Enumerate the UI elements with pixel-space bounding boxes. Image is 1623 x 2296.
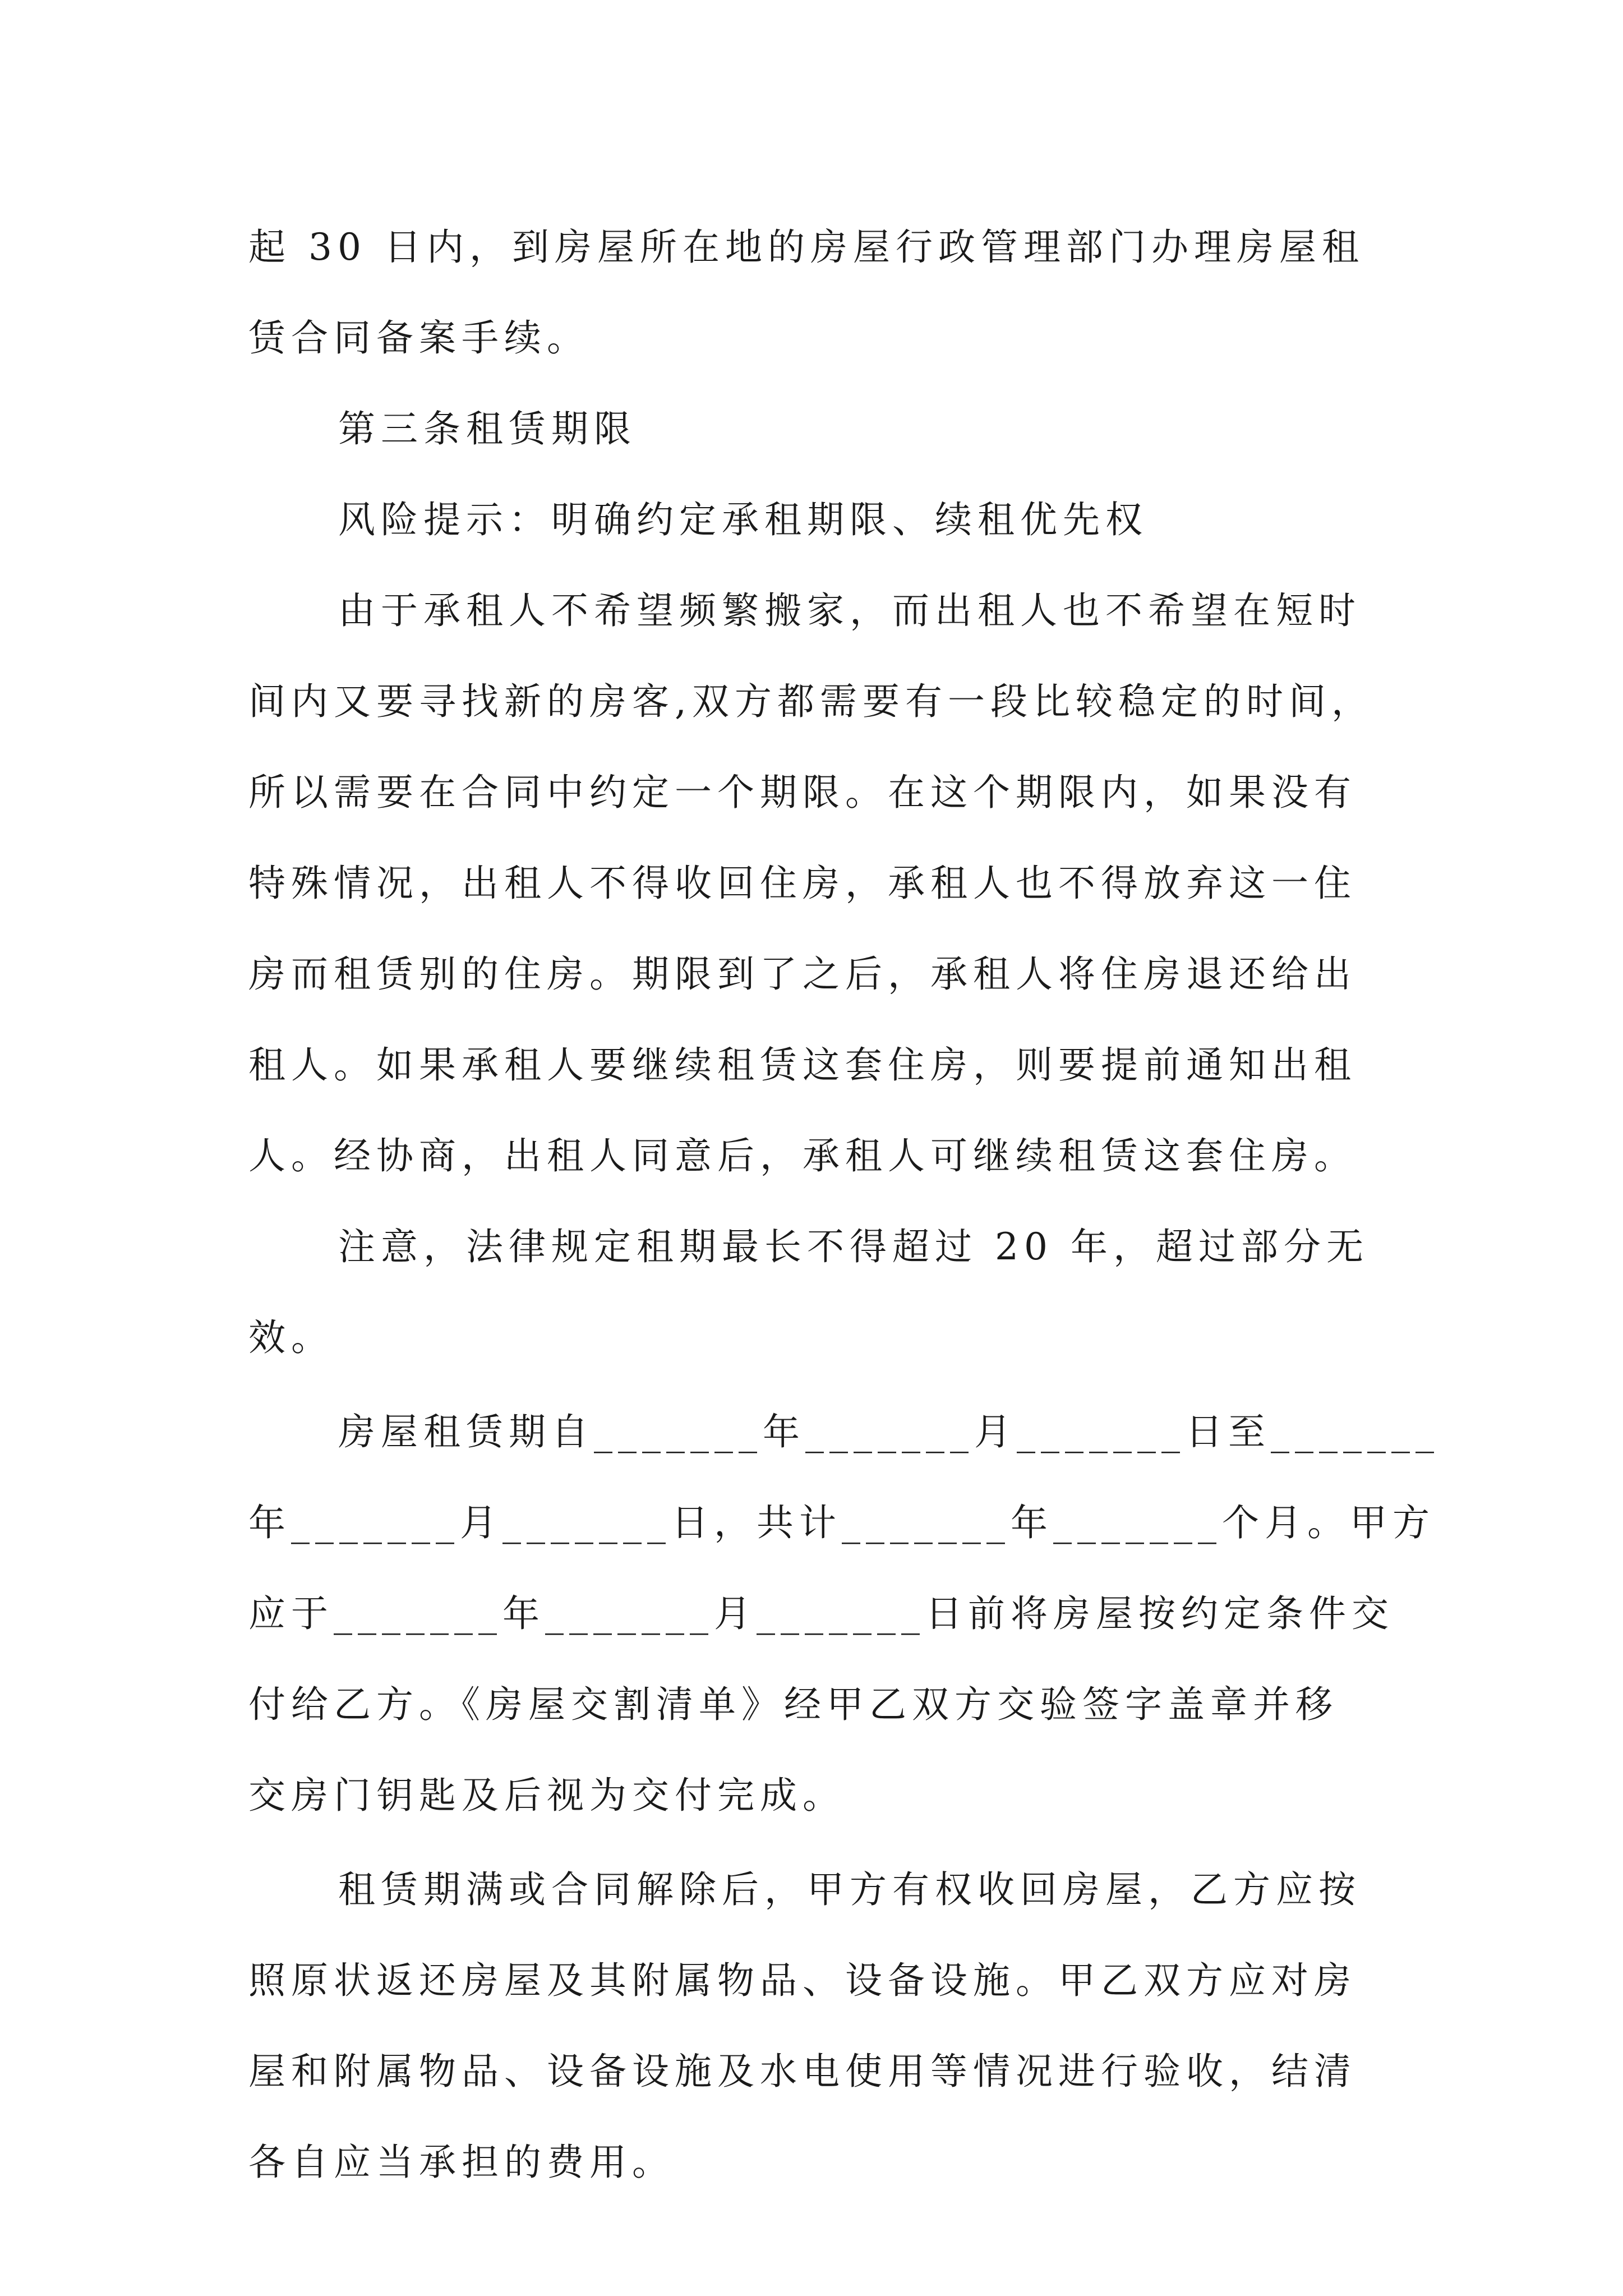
text-line: 注意，法律规定租期最长不得超过 20 年，超过部分无 [338, 1225, 1369, 1268]
text-line: 由于承租人不希望频繁搬家，而出租人也不希望在短时 [338, 589, 1361, 632]
text-line: 租赁期满或合同解除后，甲方有权收回房屋，乙方应按 [338, 1868, 1361, 1911]
text-line: 起 30 日内，到房屋所在地的房屋行政管理部门办理房屋租 [248, 226, 1364, 269]
text-line: 人。经协商，出租人同意后，承租人可继续租赁这套住房。 [248, 1134, 1357, 1177]
text-line: 所以需要在合同中约定一个期限。在这个期限内，如果没有 [248, 771, 1357, 814]
text-line: 赁合同备案手续。 [248, 316, 589, 360]
text-line: 交房门钥匙及后视为交付完成。 [248, 1774, 845, 1817]
text-line: 效。 [248, 1316, 334, 1359]
risk-note: 风险提示：明确约定承租期限、续租优先权 [338, 498, 1148, 541]
text-line: 照原状返还房屋及其附属物品、设备设施。甲乙双方应对房 [248, 1959, 1357, 2002]
section-heading: 第三条租赁期限 [338, 407, 637, 450]
text-line: 应于_______年_______月_______日前将房屋按约定条件交 [248, 1592, 1394, 1635]
text-line: 特殊情况，出租人不得收回住房，承租人也不得放弃这一住 [248, 862, 1357, 905]
text-line: 房而租赁别的住房。期限到了之后，承租人将住房退还给出 [248, 953, 1357, 996]
text-line: 租人。如果承租人要继续租赁这套住房，则要提前通知出租 [248, 1043, 1357, 1087]
text-line: 年_______月_______日，共计_______年_______个月。甲方 [248, 1501, 1435, 1544]
text-line: 房屋租赁期自_______年_______月_______日至_______ [338, 1410, 1440, 1453]
text-line: 屋和附属物品、设备设施及水电使用等情况进行验收，结清 [248, 2050, 1357, 2093]
text-line: 付给乙方。《房屋交割清单》经甲乙双方交验签字盖章并移 [248, 1683, 1338, 1726]
text-line: 间内又要寻找新的房客,双方都需要有一段比较稳定的时间， [248, 680, 1374, 723]
text-line: 各自应当承担的费用。 [248, 2141, 675, 2184]
